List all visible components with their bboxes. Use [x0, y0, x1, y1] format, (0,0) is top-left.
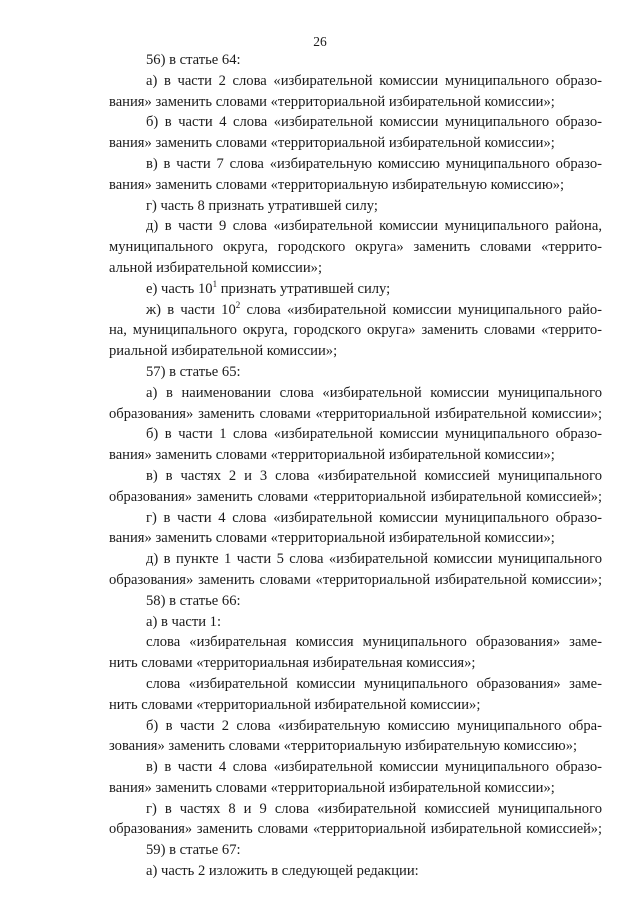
line-text: вания» заменить словами «территориальной избирательной комиссии»; [109, 93, 555, 110]
text-line [109, 341, 602, 362]
text-line [109, 549, 602, 570]
line-text: вания» заменить словами «территориальной избирательной комиссии»; [109, 779, 555, 796]
text-line [109, 612, 602, 633]
line-text: образования» заменить словами «территориальной избирательной комиссии»; [109, 405, 602, 422]
text-line [109, 362, 602, 383]
line-text: нить словами «территориальной избирательной комиссии»; [109, 696, 481, 713]
superscript-number: 2 [235, 299, 241, 310]
line-text: в) в части 7 слова «избирательную комиссию муниципального образо- [146, 155, 602, 172]
line-text: вания» заменить словами «территориальной избирательной комиссии»; [109, 447, 555, 464]
line-text: д) в части 9 слова «избирательной комиссии муниципального района, [146, 218, 602, 235]
line-text: зования» заменить словами «территориальную избирательную комиссию»; [109, 738, 578, 755]
text-line [109, 154, 602, 175]
text-line [109, 570, 602, 591]
line-text: вания» заменить словами «территориальной избирательной комиссии»; [109, 530, 555, 547]
line-text: а) в наименовании слова «избирательной комиссии муниципального [146, 384, 602, 401]
line-text: слова «избирательная комиссия муниципального образования» заме- [146, 634, 602, 651]
text-line [109, 237, 602, 258]
text-line [109, 404, 602, 425]
text-line [109, 92, 602, 113]
text-line [109, 112, 602, 133]
text-line [109, 861, 602, 882]
document-body [109, 50, 602, 882]
line-text: образования» заменить словами «территориальной избирательной комиссии»; [109, 571, 602, 588]
line-text: 57) в статье 65: [146, 363, 241, 380]
text-line [109, 320, 602, 341]
text-line [109, 258, 602, 279]
line-text: г) в части 4 слова «избирательной комиссии муниципального образо- [146, 509, 602, 526]
line-text: г) часть 8 признать утратившей силу; [146, 197, 378, 214]
line-text: муниципального округа, городского округа» заменить словами «террито- [109, 239, 602, 256]
line-text: вания» заменить словами «территориальную избирательную комиссию»; [109, 176, 565, 193]
line-text: г) в частях 8 и 9 слова «избирательной комиссией муниципального [146, 800, 602, 817]
text-line [109, 71, 602, 92]
text-line [109, 632, 602, 653]
line-text: образования» заменить словами «территориальной избирательной комиссией»; [109, 821, 602, 838]
line-text: на, муниципального округа, городского округа» заменить словами «террито- [109, 322, 602, 339]
text-line [109, 736, 602, 757]
superscript-number: 1 [212, 278, 218, 289]
text-line [109, 445, 602, 466]
text-line [109, 487, 602, 508]
line-text: а) часть 2 изложить в следующей редакции: [146, 863, 419, 880]
text-line [109, 674, 602, 695]
text-line [109, 695, 602, 716]
page-number: 26 [313, 34, 327, 49]
text-line [109, 216, 602, 237]
text-line [109, 716, 602, 737]
text-line [109, 778, 602, 799]
line-text: 56) в статье 64: [146, 52, 241, 68]
text-line [109, 300, 602, 321]
text-line [109, 653, 602, 674]
line-text-continued: признать утратившей силу; [217, 280, 391, 297]
line-text: 59) в статье 67: [146, 842, 241, 859]
line-text: 58) в статье 66: [146, 592, 241, 609]
line-text: нить словами «территориальная избирательная комиссия»; [109, 655, 476, 672]
line-text: слова «избирательной комиссии муниципального образования» заме- [146, 675, 602, 692]
line-text: д) в пункте 1 части 5 слова «избирательной комиссии муниципального [146, 551, 602, 568]
text-line [109, 591, 602, 612]
text-line [109, 508, 602, 529]
text-line [109, 424, 602, 445]
text-line [109, 466, 602, 487]
line-text: б) в части 4 слова «избирательной комиссии муниципального образо- [146, 114, 602, 131]
line-text: вания» заменить словами «территориальной избирательной комиссии»; [109, 135, 555, 152]
text-line [109, 279, 602, 300]
text-line [109, 383, 602, 404]
text-line [109, 528, 602, 549]
text-line [109, 840, 602, 861]
line-text: в) в частях 2 и 3 слова «избирательной комиссией муниципального [146, 467, 602, 484]
text-line [109, 757, 602, 778]
text-line [109, 196, 602, 217]
line-text: образования» заменить словами «территориальной избирательной комиссией»; [109, 488, 602, 505]
line-text: ж) в части 10 [146, 301, 236, 318]
text-line [109, 133, 602, 154]
line-text: риальной избирательной комиссии»; [109, 343, 338, 360]
line-text: а) в части 2 слова «избирательной комиссии муниципального образо- [146, 72, 602, 89]
line-text: в) в части 4 слова «избирательной комиссии муниципального образо- [146, 759, 602, 776]
text-line [109, 175, 602, 196]
line-text: е) часть 10 [146, 280, 213, 297]
line-text: б) в части 2 слова «избирательную комиссию муниципального обра- [146, 717, 602, 734]
text-line [109, 819, 602, 840]
line-text: альной избирательной комиссии»; [109, 259, 323, 276]
text-line [109, 50, 602, 71]
text-line [109, 799, 602, 820]
line-text: а) в части 1: [146, 613, 222, 630]
line-text-continued: слова «избирательной комиссии муниципального райо- [240, 301, 602, 318]
line-text: б) в части 1 слова «избирательной комиссии муниципального образо- [146, 426, 602, 443]
